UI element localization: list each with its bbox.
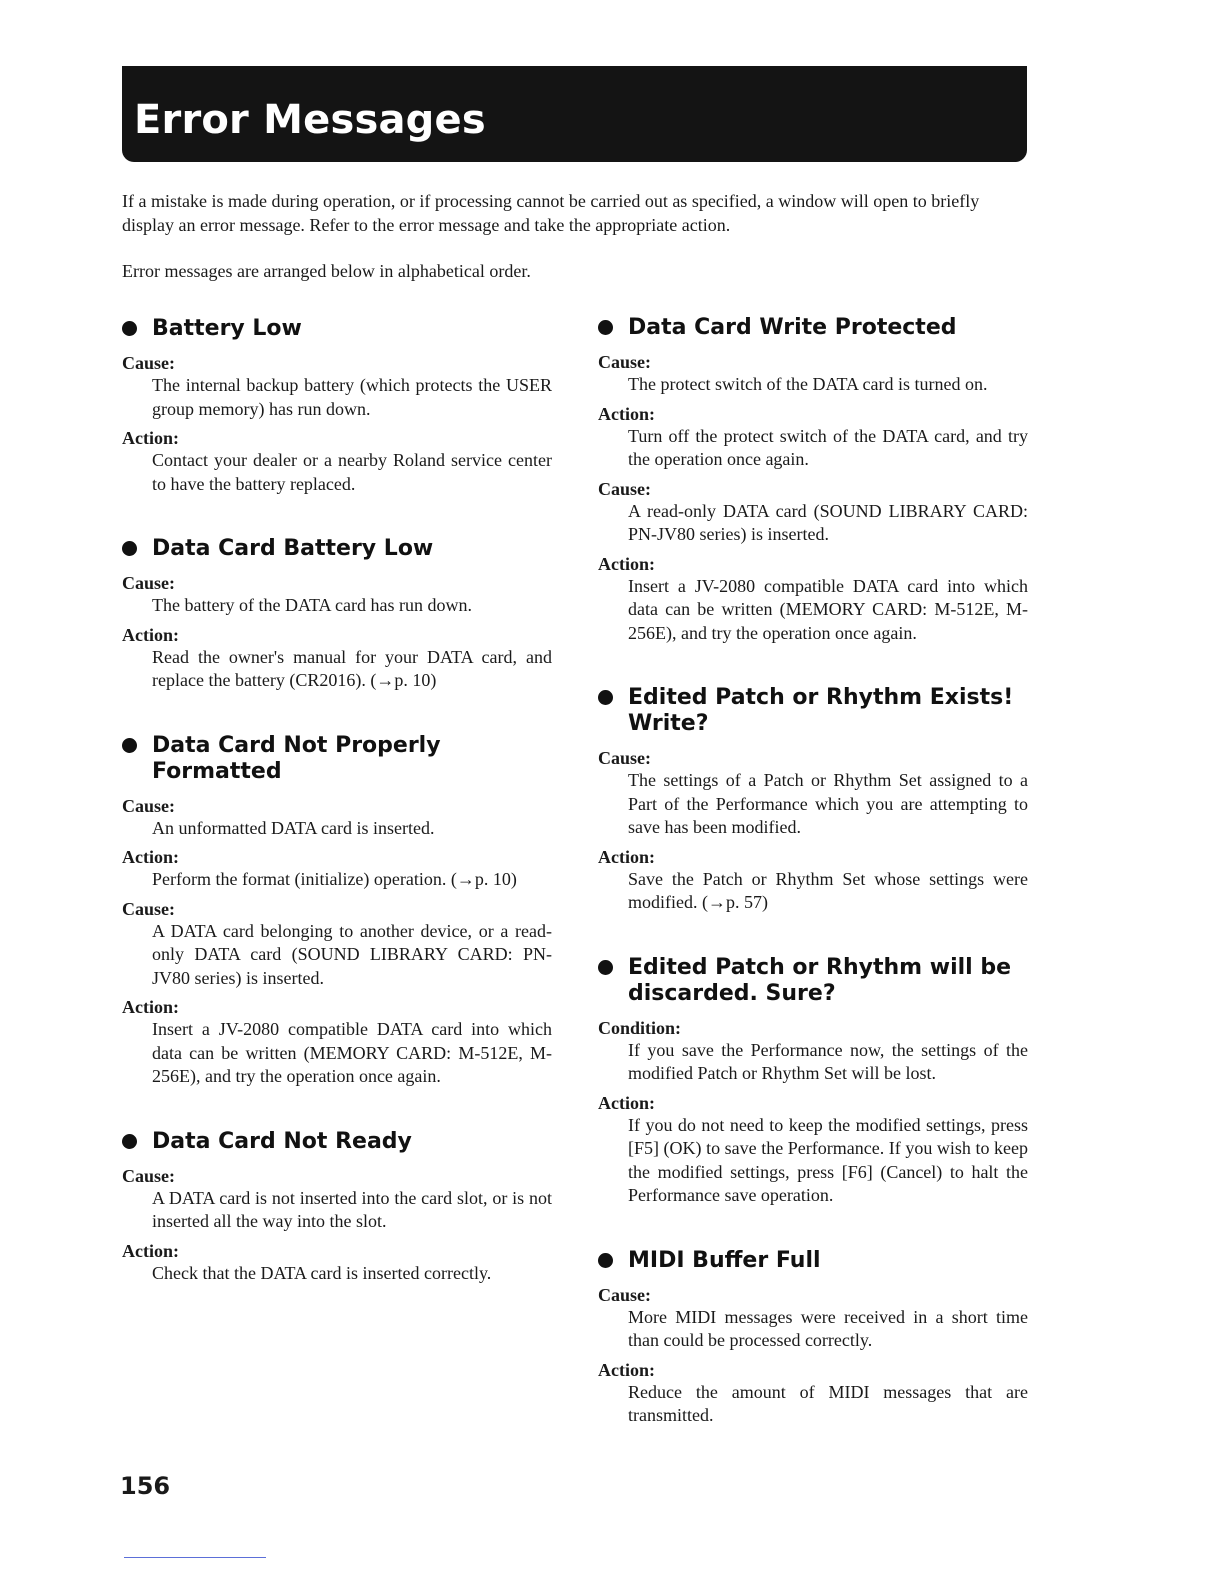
entry-title: Data Card Battery Low: [152, 536, 434, 561]
intro: [122, 190, 1027, 284]
condition-text: If you save the Performance now, the settings of the modified Patch or Rhythm Set will be lost.: [628, 1039, 1028, 1083]
entry-heading: [598, 955, 1028, 1007]
intro-paragraph: If a mistake is made during operation, or if processing cannot be carried out as specified, a window will open to briefly display an error message. Refer to the error message and take the appropriate action.: [122, 191, 980, 235]
entry-heading: [122, 316, 552, 342]
cause-text: A DATA card is not inserted into the card slot, or is not inserted all the way into the slot.: [152, 1187, 552, 1231]
action-text: Reduce the amount of MIDI messages that are transmitted.: [628, 1381, 1028, 1425]
cause-label: Cause:: [122, 353, 175, 373]
error-entry-edited-discarded: [598, 955, 1028, 1208]
cause-text: A read-only DATA card (SOUND LIBRARY CARD: PN-JV80 series) is inserted.: [628, 500, 1028, 544]
cause-label: Cause:: [122, 573, 175, 593]
error-entry-edited-exists: [598, 685, 1028, 915]
page-title: Error Messages: [134, 97, 486, 143]
cause-text: The settings of a Patch or Rhythm Set assigned to a Part of the Performance which you are attempting to save has been modified.: [628, 770, 1028, 837]
action-label: Action:: [122, 428, 179, 448]
cause-text: More MIDI messages were received in a short time than could be processed correctly.: [628, 1306, 1028, 1350]
action-text: Insert a JV-2080 compatible DATA card into which data can be written (MEMORY CARD: M-512E, M-256E), and try the operation once again.: [628, 575, 1028, 643]
action-text: Check that the DATA card is inserted correctly.: [152, 1262, 492, 1283]
action-label: Action:: [598, 1092, 655, 1113]
entry-heading: [598, 315, 1028, 341]
cause-label: Cause:: [598, 1284, 651, 1305]
bullet-icon: [598, 960, 613, 975]
entry-heading: [122, 1129, 552, 1155]
action-label: Action:: [598, 846, 655, 867]
cause-text: The protect switch of the DATA card is turned on.: [628, 374, 988, 394]
entry-heading: [122, 733, 552, 785]
entry-heading: [122, 536, 552, 562]
bullet-icon: [122, 541, 137, 556]
left-column: [122, 316, 552, 1325]
bullet-icon: [122, 321, 137, 336]
entry-title: Edited Patch or Rhythm will be discarded. Sure?: [628, 954, 1012, 1006]
cause-label: Cause:: [122, 795, 175, 816]
entry-heading: [598, 685, 1028, 737]
error-entry-midi-buffer-full: [598, 1248, 1028, 1428]
bullet-icon: [598, 690, 613, 705]
error-entry-battery-low: [122, 316, 552, 496]
right-column: [598, 315, 1028, 1468]
entry-title: Data Card Not Properly Formatted: [152, 732, 441, 784]
error-entry-data-card-battery-low: [122, 536, 552, 693]
action-text: Save the Patch or Rhythm Set whose settings were modified. (→p. 57): [628, 868, 1028, 912]
action-text: Turn off the protect switch of the DATA card, and try the operation once again.: [628, 425, 1028, 469]
entry-title: Data Card Not Ready: [152, 1128, 412, 1154]
cause-text: An unformatted DATA card is inserted.: [152, 817, 435, 838]
entry-title: Data Card Write Protected: [628, 315, 957, 340]
action-label: Action:: [598, 553, 655, 574]
cause-label: Cause:: [122, 1165, 175, 1186]
title-banner: [122, 66, 1027, 162]
error-entry-not-formatted: [122, 733, 552, 1089]
cause-label: Cause:: [598, 478, 651, 499]
footer-divider: [124, 1557, 266, 1558]
action-label: Action:: [122, 847, 179, 867]
cause-label: Cause:: [598, 352, 651, 372]
cause-text: The battery of the DATA card has run down.: [152, 595, 472, 615]
error-entry-write-protected: [598, 315, 1028, 645]
action-text: Read the owner's manual for your DATA card, and replace the battery (CR2016). (→p. 10): [152, 646, 552, 690]
action-label: Action:: [598, 1359, 655, 1380]
condition-label: Condition:: [598, 1017, 682, 1038]
action-text: Insert a JV-2080 compatible DATA card into which data can be written (MEMORY CARD: M-512E, M-256E), and try the operation once again.: [152, 1019, 552, 1086]
page-number: 156: [120, 1472, 171, 1500]
action-label: Action:: [122, 1240, 179, 1261]
action-text: If you do not need to keep the modified settings, press [F5] (OK) to save the Performance. If you wish to keep the modified settings, press [F6] (Cancel) to halt the Performance save operation.: [628, 1114, 1028, 1205]
entry-heading: [598, 1248, 1028, 1274]
action-label: Action:: [598, 403, 655, 424]
entry-title: Edited Patch or Rhythm Exists! Write?: [628, 685, 1014, 736]
action-text: Perform the format (initialize) operation. (→p. 10): [152, 869, 517, 889]
cause-text: A DATA card belonging to another device, or a read-only DATA card (SOUND LIBRARY CARD: PN-JV80 series) is inserted.: [152, 920, 552, 988]
entry-title: MIDI Buffer Full: [628, 1247, 821, 1273]
bullet-icon: [598, 1253, 613, 1268]
bullet-icon: [122, 738, 137, 753]
intro-note: Error messages are arranged below in alphabetical order.: [122, 261, 531, 281]
entry-title: Battery Low: [152, 316, 302, 341]
bullet-icon: [598, 320, 613, 335]
action-label: Action:: [122, 997, 179, 1017]
cause-label: Cause:: [122, 898, 175, 919]
cause-label: Cause:: [598, 748, 651, 768]
cause-text: The internal backup battery (which protects the USER group memory) has run down.: [152, 375, 552, 419]
action-label: Action:: [122, 624, 179, 645]
bullet-icon: [122, 1134, 137, 1149]
action-text: Contact your dealer or a nearby Roland service center to have the battery replaced.: [152, 450, 552, 494]
error-entry-not-ready: [122, 1129, 552, 1286]
